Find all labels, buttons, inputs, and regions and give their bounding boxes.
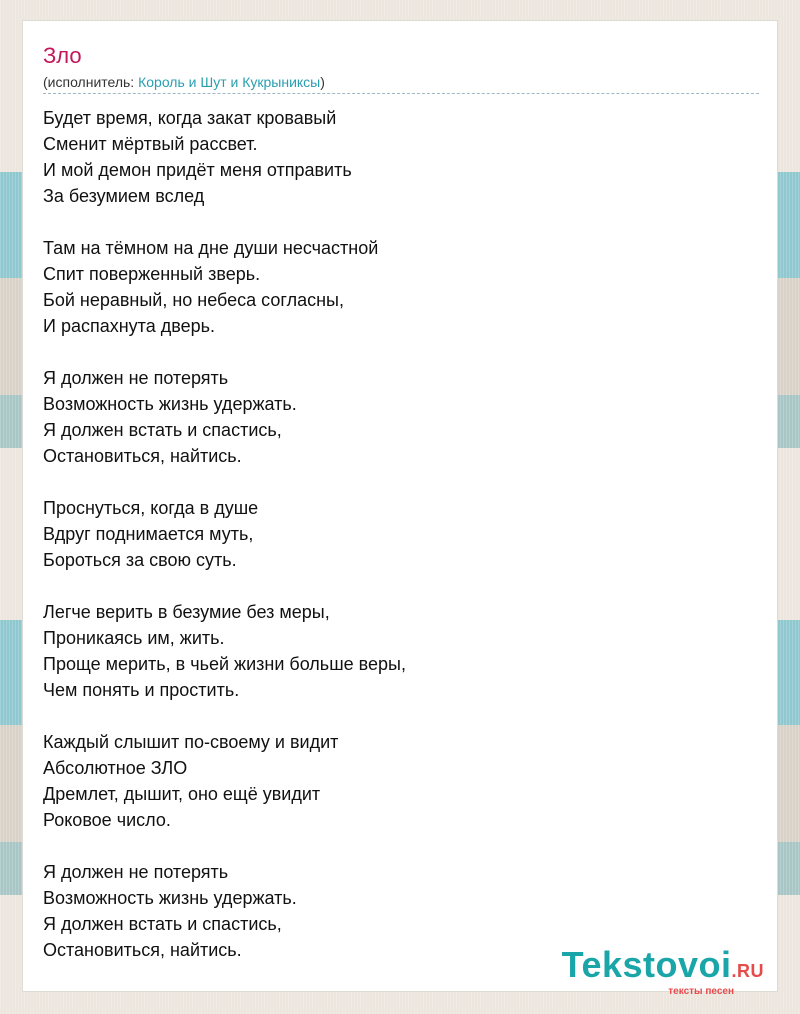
lyric-line: Я должен не потерять: [43, 862, 229, 882]
lyrics-stanza: [43, 495, 743, 573]
lyric-line: Проникаясь им, жить.: [43, 628, 225, 648]
lyric-line: Чем понять и простить.: [43, 680, 240, 700]
lyric-line: Вдруг поднимается муть,: [43, 524, 254, 544]
lyrics-stanza: [43, 105, 743, 209]
lyric-line: Будет время, когда закат кровавый: [43, 108, 337, 128]
lyrics-body: [43, 105, 743, 989]
lyric-line: Легче верить в безумие без меры,: [43, 602, 330, 622]
logo-wordmark: [562, 946, 764, 990]
lyric-line: И мой демон придёт меня отправить: [43, 160, 352, 180]
artist-link[interactable]: Король и Шут и Кукрыниксы: [138, 74, 321, 90]
divider: [43, 93, 759, 94]
song-title: Зло: [43, 43, 82, 68]
lyrics-stanza: [43, 235, 743, 339]
lyric-line: Проснуться, когда в душе: [43, 498, 259, 518]
lyric-line: Сменит мёртвый рассвет.: [43, 134, 258, 154]
lyrics-stanza: [43, 599, 743, 703]
lyric-line: Дремлет, дышит, оно ещё увидит: [43, 784, 321, 804]
lyric-line: Возможность жизнь удержать.: [43, 888, 297, 908]
lyric-line: Там на тёмном на дне души несчастной: [43, 238, 379, 258]
lyric-line: Роковое число.: [43, 810, 171, 830]
lyric-line: Каждый слышит по-своему и видит: [43, 732, 339, 752]
logo-tagline: тексты песен: [668, 986, 734, 997]
artist-prefix: (исполнитель:: [43, 74, 139, 90]
lyric-line: Абсолютное ЗЛО: [43, 758, 188, 778]
lyric-line: И распахнута дверь.: [43, 316, 215, 336]
logo-tld: .RU: [731, 961, 764, 981]
lyric-line: Остановиться, найтись.: [43, 940, 242, 960]
lyrics-stanza: [43, 729, 743, 833]
site-logo[interactable]: [562, 946, 764, 997]
lyric-line: Проще мерить, в чьей жизни больше веры,: [43, 654, 406, 674]
lyric-line: Я должен встать и спастись,: [43, 420, 282, 440]
lyric-line: Бой неравный, но небеса согласны,: [43, 290, 344, 310]
lyric-line: Остановиться, найтись.: [43, 446, 242, 466]
lyrics-stanza: [43, 365, 743, 469]
lyric-line: Возможность жизнь удержать.: [43, 394, 297, 414]
lyrics-card: [22, 20, 778, 992]
artist-suffix: ): [320, 74, 325, 90]
lyric-line: Бороться за свою суть.: [43, 550, 237, 570]
lyric-line: Я должен встать и спастись,: [43, 914, 282, 934]
artist-line: [43, 74, 325, 90]
logo-main-text: Tekstovoi: [561, 944, 732, 985]
lyric-line: За безумием вслед: [43, 186, 205, 206]
lyric-line: Я должен не потерять: [43, 368, 229, 388]
lyric-line: Спит поверженный зверь.: [43, 264, 261, 284]
